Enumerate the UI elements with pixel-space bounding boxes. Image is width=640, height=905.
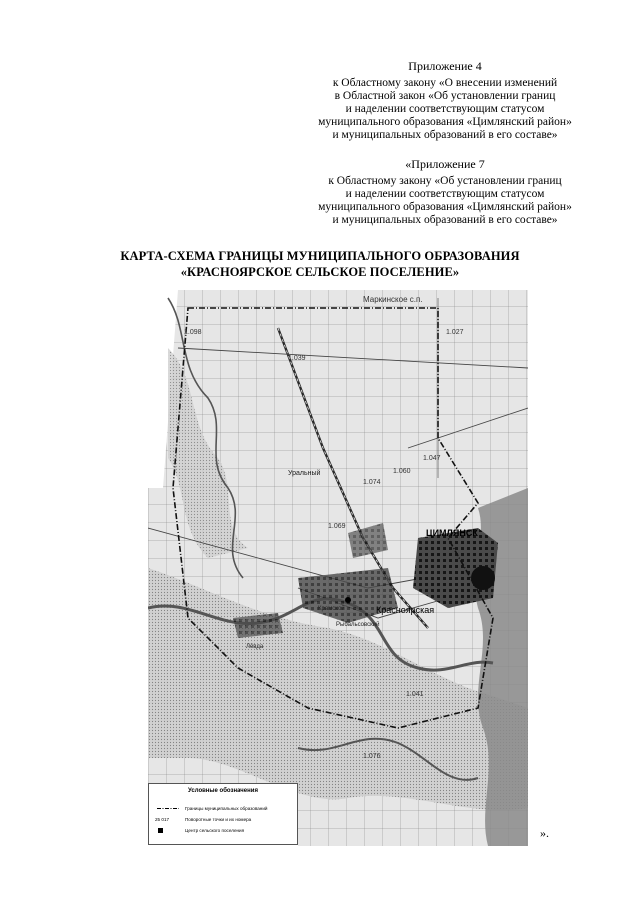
legend-item-label: Поворотные точки и их номера	[185, 817, 252, 822]
boundary-line-icon	[155, 804, 181, 813]
turning-point-label: 1.047	[423, 455, 441, 462]
map-title-line-1: КАРТА-СХЕМА ГРАНИЦЫ МУНИЦИПАЛЬНОГО ОБРАЗОВАНИЯ	[120, 249, 520, 263]
appendix-4-line: и муниципальных образований в его составе»	[332, 129, 558, 141]
appendix-7-line: и муниципальных образований в его составе»	[332, 214, 558, 226]
settlement-center-icon	[155, 826, 181, 835]
appendix-7-heading: «Приложение 7	[405, 157, 485, 171]
label-lyovda: Лёвда	[246, 644, 264, 650]
label-markinskoe: Маркинское с.п.	[363, 295, 423, 304]
appendix-7-header	[250, 158, 640, 227]
appendix-7-line: муниципального образования «Цимлянский район»	[318, 201, 572, 213]
label-krasnoyarskaya: Красноярская	[376, 605, 435, 615]
appendix-4-line: и наделении соответствующим статусом	[345, 103, 545, 115]
legend-title: Условные обозначения	[188, 788, 258, 794]
boundary-map	[148, 288, 528, 846]
settlement-center-marker	[345, 597, 351, 603]
turning-point-label: 1.039	[288, 355, 306, 362]
turning-point-label: 1.060	[393, 468, 411, 475]
legend-symbol-text: 25 017	[155, 817, 170, 822]
appendix-7-line: и наделении соответствующим статусом	[345, 188, 545, 200]
turning-point-label: 1.074	[363, 479, 381, 486]
appendix-4-heading: Приложение 4	[408, 59, 482, 73]
map-legend	[148, 783, 298, 845]
map-title	[0, 248, 640, 280]
legend-item-turning-points	[149, 815, 299, 824]
appendix-4-line: муниципального образования «Цимлянский район»	[318, 116, 572, 128]
turning-point-label: 1.098	[184, 329, 202, 336]
label-kramskoy: Крамской	[318, 606, 345, 612]
appendix-4-line: к Областному закону «О внесении изменений	[332, 77, 558, 89]
turning-point-label: 1.069	[328, 523, 346, 530]
label-rybaltsov: Рыбальсовский	[336, 622, 380, 628]
appendix-4-line: в Областной закон «Об установлении границ	[334, 90, 556, 102]
legend-item-label: Границы муниципальных образований	[185, 806, 268, 811]
map-canvas	[148, 288, 528, 846]
turning-point-label: 1.027	[446, 329, 464, 336]
closing-quote: ».	[540, 826, 549, 840]
legend-item-center	[149, 826, 299, 835]
label-tsimlyansk: ЦИМЛЯНСК	[426, 528, 478, 538]
legend-item-label: Центр сельского поселения	[185, 828, 245, 833]
appendix-4-header	[250, 60, 640, 142]
map-title-line-2: «КРАСНОЯРСКОЕ СЕЛЬСКОЕ ПОСЕЛЕНИЕ»	[180, 265, 460, 279]
turning-point-label: 1.076	[363, 753, 381, 760]
legend-item-boundary	[149, 804, 299, 813]
appendix-7-line: к Областному закону «Об установлении границ	[328, 175, 562, 187]
turning-point-label: 1.041	[406, 691, 424, 698]
label-uralny: Уральный	[288, 470, 321, 477]
